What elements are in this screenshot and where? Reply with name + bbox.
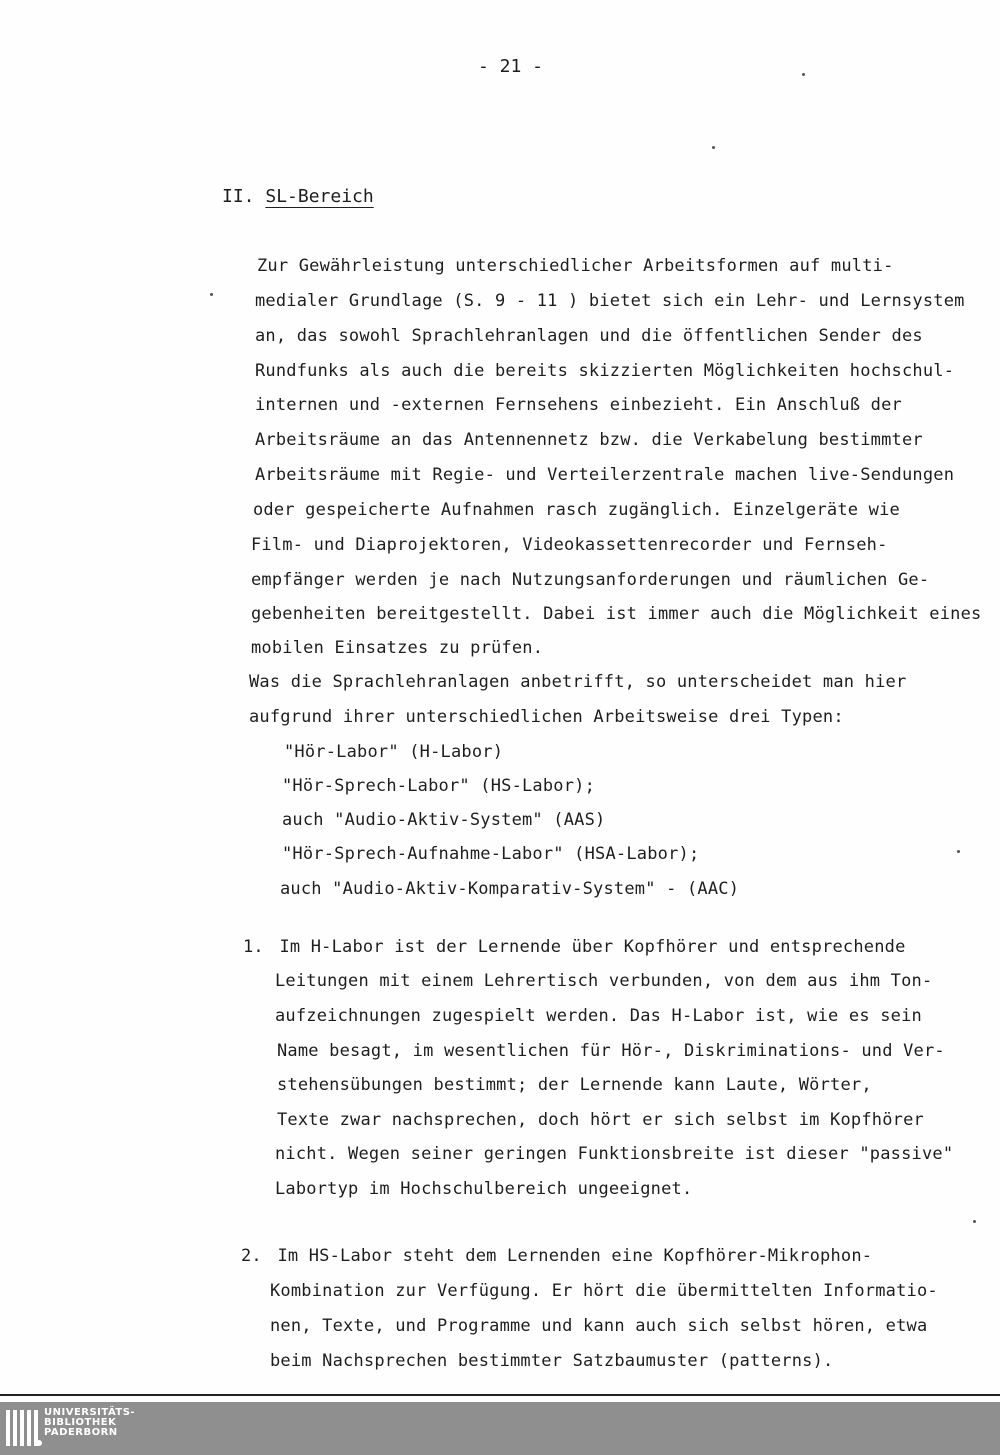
list-item-line: Texte zwar nachsprechen, doch hört er sich selbst im Kopfhörer <box>277 1110 924 1130</box>
paragraph-line: an, das sowohl Sprachlehranlagen und die öffentlichen Sender des <box>255 326 923 346</box>
scan-speck <box>973 1220 976 1223</box>
logo-dot-icon <box>36 1440 42 1446</box>
list-item-line: nicht. Wegen seiner geringen Funktionsbreite ist dieser "passive" <box>275 1144 954 1164</box>
scan-speck <box>210 293 213 296</box>
paragraph-line: mobilen Einsatzes zu prüfen. <box>251 638 544 658</box>
library-logo-text <box>44 1408 135 1438</box>
list-item-line <box>243 936 906 958</box>
paragraph-line: aufgrund ihrer unterschiedlichen Arbeitsweise drei Typen: <box>249 707 844 727</box>
list-item-text: Im H-Labor ist der Lernende über Kopfhörer und entsprechende <box>279 937 906 957</box>
list-item-line: beim Nachsprechen bestimmter Satzbaumuster (patterns). <box>270 1351 834 1371</box>
lab-type-line: "Hör-Labor" (H-Labor) <box>284 742 504 762</box>
lab-type-line: auch "Audio-Aktiv-Komparativ-System" - (AAC) <box>280 879 740 899</box>
section-title: SL-Bereich <box>265 186 374 207</box>
list-item-line: aufzeichnungen zugespielt werden. Das H-Labor ist, wie es sein <box>275 1006 922 1026</box>
paragraph-line: Arbeitsräume mit Regie- und Verteilerzentrale machen live-Sendungen <box>255 465 955 485</box>
lab-type-line: "Hör-Sprech-Labor" (HS-Labor); <box>282 776 596 796</box>
paragraph-line: gebenheiten bereitgestellt. Dabei ist immer auch die Möglichkeit eines <box>251 604 982 624</box>
page-bottom-rule <box>0 1394 1000 1396</box>
paragraph-line: oder gespeicherte Aufnahmen rasch zugänglich. Einzelgeräte wie <box>253 500 900 520</box>
lab-type-line: "Hör-Sprech-Aufnahme-Labor" (HSA-Labor); <box>282 844 700 864</box>
logo-line: PADERBORN <box>44 1427 118 1438</box>
paragraph-line: internen und -externen Fernsehens einbezieht. Ein Anschluß der <box>255 395 902 415</box>
list-item-line: Labortyp im Hochschulbereich ungeeignet. <box>275 1179 693 1199</box>
scan-speck <box>957 850 960 853</box>
section-heading <box>222 186 374 207</box>
list-item-line <box>241 1245 872 1267</box>
logo-line: BIBLIOTHEK <box>44 1417 117 1428</box>
lab-type-line: auch "Audio-Aktiv-System" (AAS) <box>282 810 606 830</box>
list-item-line: Kombination zur Verfügung. Er hört die übermittelten Informatio- <box>270 1281 938 1301</box>
paragraph-line: Arbeitsräume an das Antennennetz bzw. die Verkabelung bestimmter <box>255 430 923 450</box>
page-number: - 21 - <box>478 56 544 77</box>
list-item-line: stehensübungen bestimmt; der Lernende kann Laute, Wörter, <box>277 1075 872 1095</box>
list-item-line: Name besagt, im wesentlichen für Hör-, Diskriminations- und Ver- <box>277 1041 945 1061</box>
paragraph-line: Was die Sprachlehranlagen anbetrifft, so unterscheidet man hier <box>249 672 907 692</box>
list-item-line: nen, Texte, und Programme und kann auch sich selbst hören, etwa <box>270 1316 928 1336</box>
library-logo-icon <box>6 1410 38 1446</box>
list-item-text: Im HS-Labor steht dem Lernenden eine Kopfhörer-Mikrophon- <box>277 1246 873 1266</box>
list-item-number: 2. <box>241 1246 262 1266</box>
paragraph-line: Zur Gewährleistung unterschiedlicher Arbeitsformen auf multi- <box>257 256 894 276</box>
scan-speck <box>802 73 805 76</box>
scan-speck <box>712 146 715 149</box>
list-item-number: 1. <box>243 937 264 957</box>
paragraph-line: Film- und Diaprojektoren, Videokassettenrecorder und Fernseh- <box>251 535 888 555</box>
section-numeral: II. <box>222 186 255 207</box>
paragraph-line: empfänger werden je nach Nutzungsanforderungen und räumlichen Ge- <box>251 570 930 590</box>
paragraph-line: medialer Grundlage (S. 9 - 11 ) bietet sich ein Lehr- und Lernsystem <box>255 291 965 311</box>
list-item-line: Leitungen mit einem Lehrertisch verbunden, von dem aus ihm Ton- <box>275 971 933 991</box>
paragraph-line: Rundfunks als auch die bereits skizzierten Möglichkeiten hochschul- <box>255 361 955 381</box>
library-logo <box>6 1408 135 1450</box>
footer-band <box>0 1402 1000 1455</box>
logo-line: UNIVERSITÄTS- <box>44 1407 136 1418</box>
